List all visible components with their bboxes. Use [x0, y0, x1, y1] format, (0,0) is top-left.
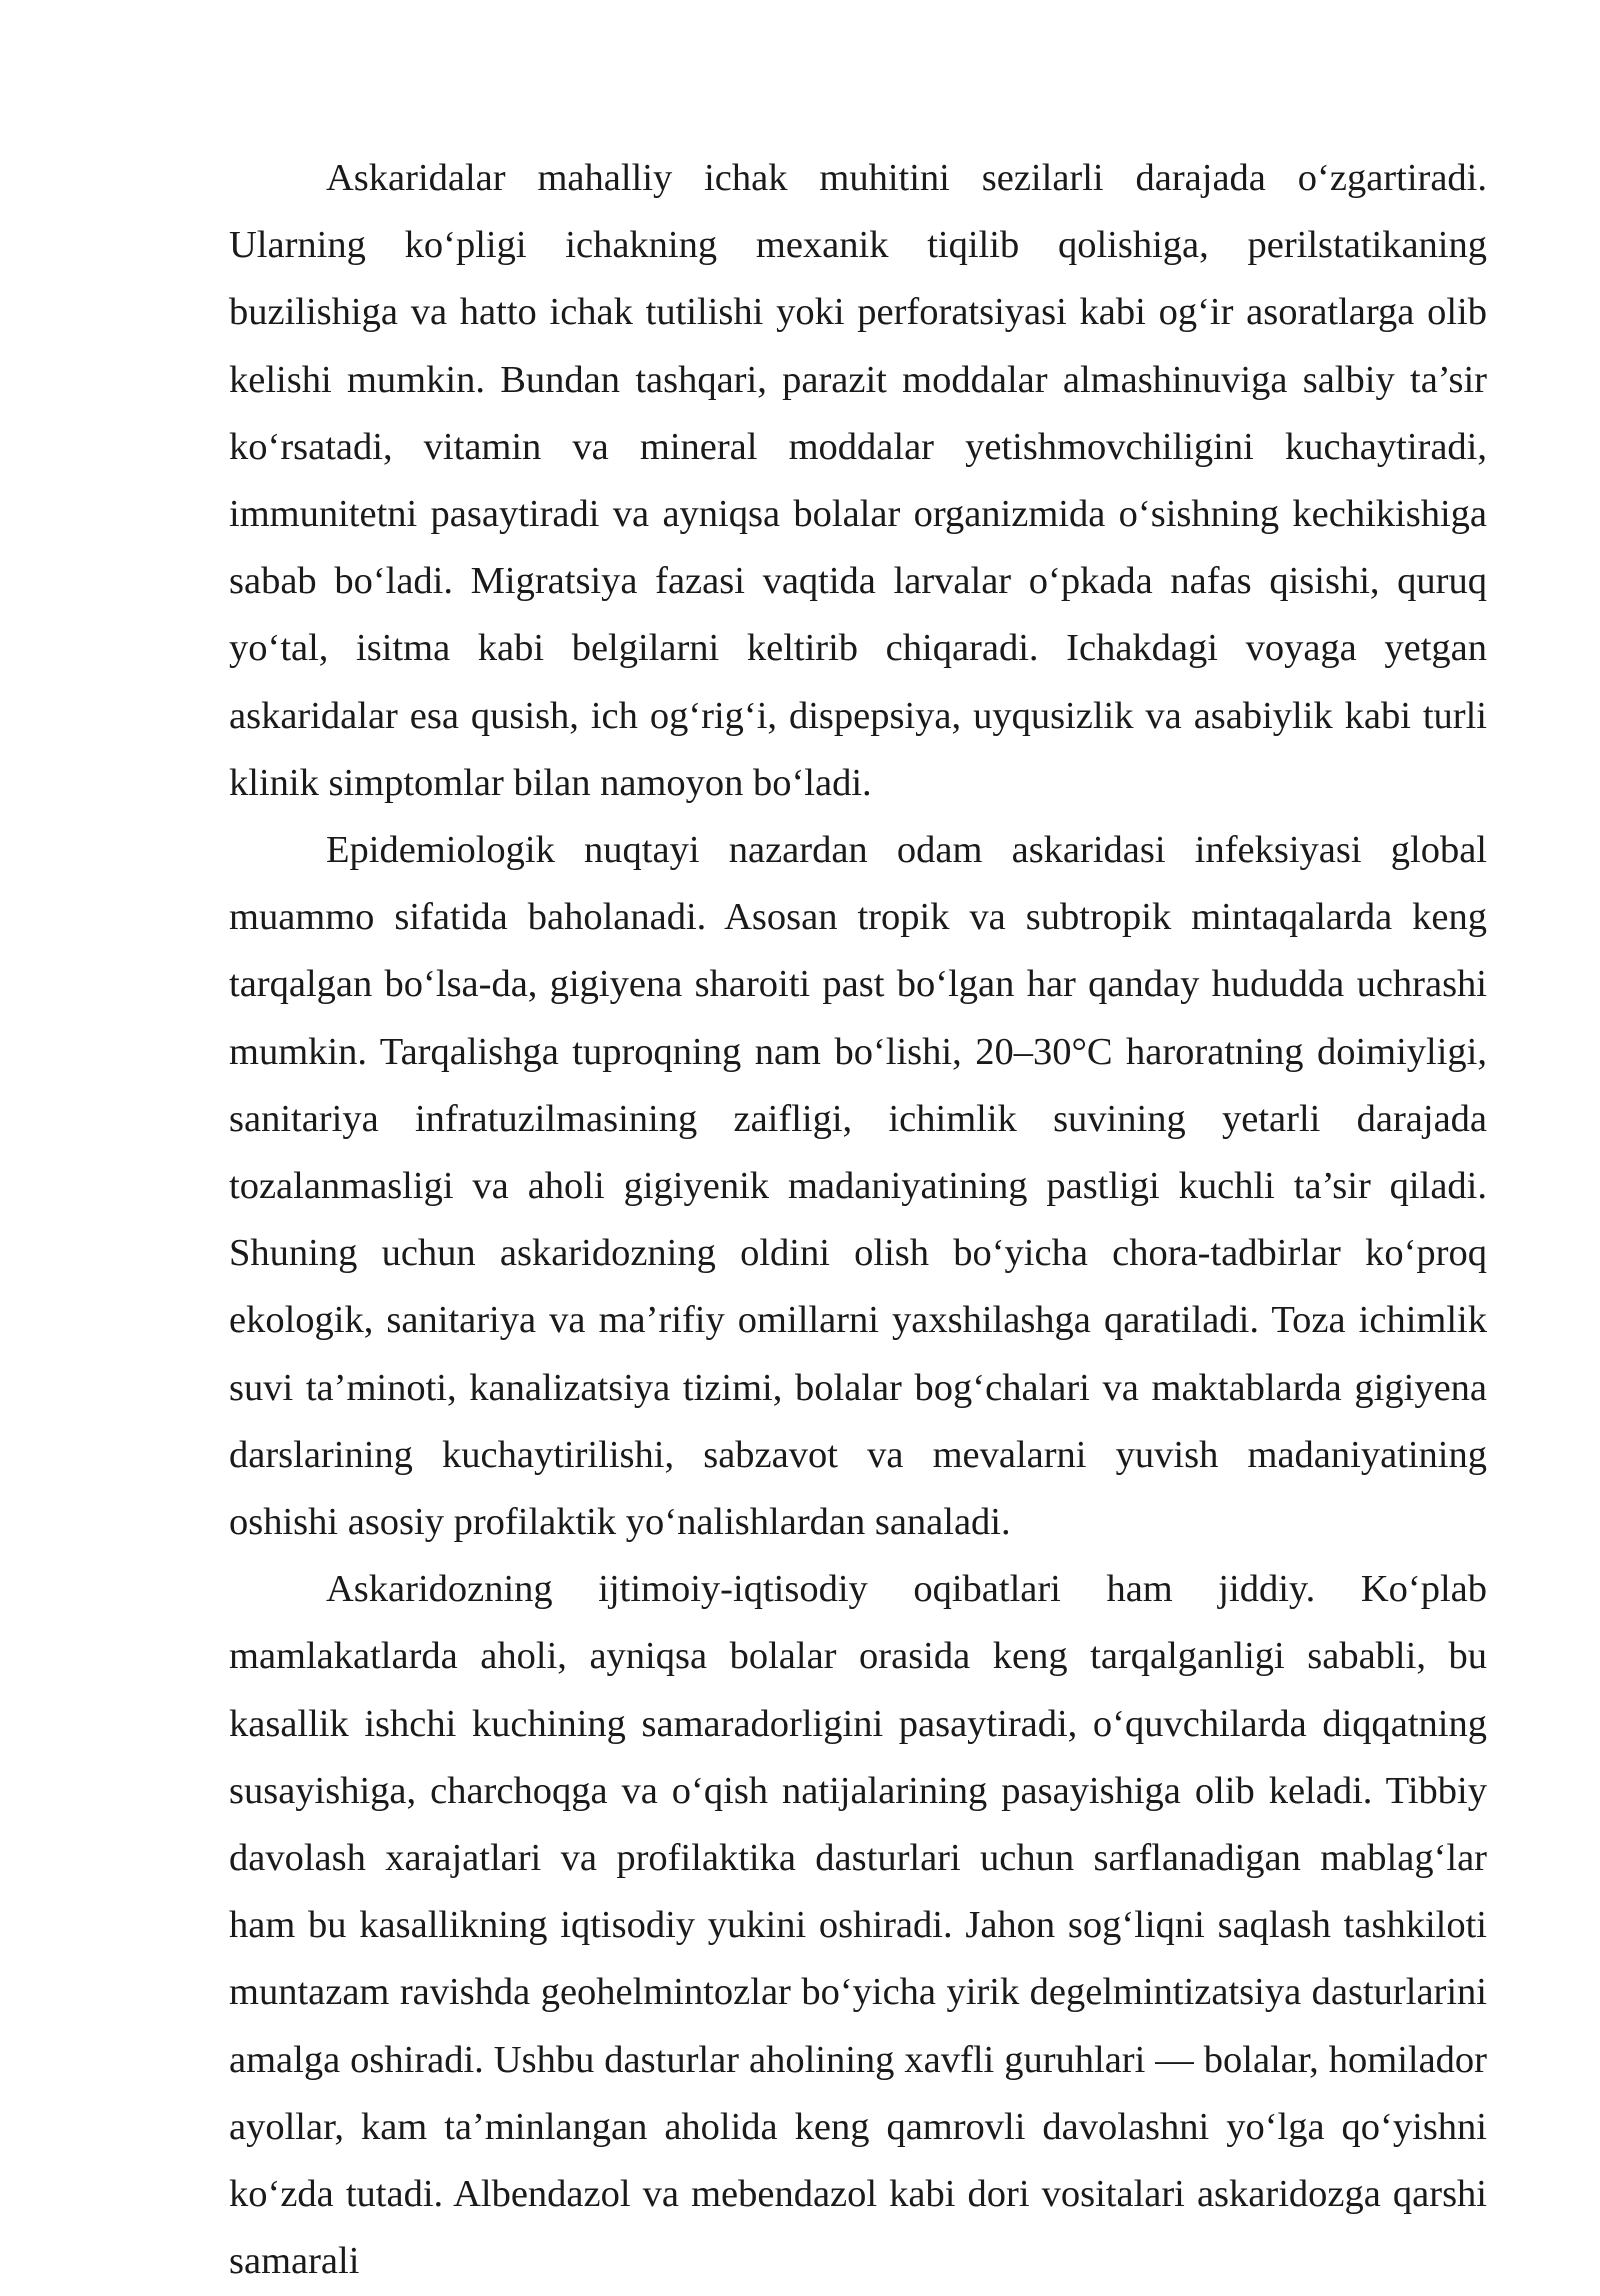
document-body — [229, 145, 1487, 2296]
paragraph-2: Epidemiologik nuqtayi nazardan odam askaridasi infeksiyasi global muammo sifatida baholanadi. Asosan tropik va subtropik mintaqalarda keng tarqalgan bo‘lsa-da, gigiyena sharoiti past bo‘lgan har qanday hududda uchrashi mumkin. Tarqalishga tuproqning nam bo‘lishi, 20–30°C haroratning doimiyligi, sanitariya infratuzilmasining zaifligi, ichimlik suvining yetarli darajada tozalanmasligi va aholi gigiyenik madaniyatining pastligi kuchli ta’sir qiladi. Shuning uchun askaridozning oldini olish bo‘yicha chora-tadbirlar ko‘proq ekologik, sanitariya va ma’rifiy omillarni yaxshilashga qaratiladi. Toza ichimlik suvi ta’minoti, kanalizatsiya tizimi, bolalar bog‘chalari va maktablarda gigiyena darslarining kuchaytirilishi, sabzavot va mevalarni yuvish madaniyatining oshishi asosiy profilaktik yo‘nalishlardan sanaladi. — [229, 829, 1487, 1544]
paragraph-1: Askaridalar mahalliy ichak muhitini sezilarli darajada o‘zgartiradi. Ularning ko‘pligi ichakning mexanik tiqilib qolishiga, perilstatikaning buzilishiga va hatto ichak tutilishi yoki perforatsiyasi kabi og‘ir asoratlarga olib kelishi mumkin. Bundan tashqari, parazit moddalar almashinuviga salbiy ta’sir ko‘rsatadi, vitamin va mineral moddalar yetishmovchiligini kuchaytiradi, immunitetni pasaytiradi va ayniqsa bolalar organizmida o‘sishning kechikishiga sabab bo‘ladi. Migratsiya fazasi vaqtida larvalar o‘pkada nafas qisishi, quruq yo‘tal, isitma kabi belgilarni keltirib chiqaradi. Ichakdagi voyaga yetgan askaridalar esa qusish, ich og‘rig‘i, dispepsiya, uyqusizlik va asabiylik kabi turli klinik simptomlar bilan namoyon bo‘ladi. — [229, 157, 1487, 804]
paragraph-3: Askaridozning ijtimoiy-iqtisodiy oqibatlari ham jiddiy. Ko‘plab mamlakatlarda aholi, ayniqsa bolalar orasida keng tarqalganligi sababli, bu kasallik ishchi kuchining samaradorligini pasaytiradi, o‘quvchilarda diqqatning susayishiga, charchoqga va o‘qish natijalarining pasayishiga olib keladi. Tibbiy davolash xarajatlari va profilaktika dasturlari uchun sarflanadigan mablag‘lar ham bu kasallikning iqtisodiy yukini oshiradi. Jahon sog‘liqni saqlash tashkiloti muntazam ravishda geohelmintozlar bo‘yicha yirik degelmintizatsiya dasturlarini amalga oshiradi. Ushbu dasturlar aholining xavfli guruhlari — bolalar, homilador ayollar, kam ta’minlangan aholida keng qamrovli davolashni yo‘lga qo‘yishni ko‘zda tutadi. Albendazol va mebendazol kabi dori vositalari askaridozga qarshi samarali — [229, 1568, 1487, 2283]
